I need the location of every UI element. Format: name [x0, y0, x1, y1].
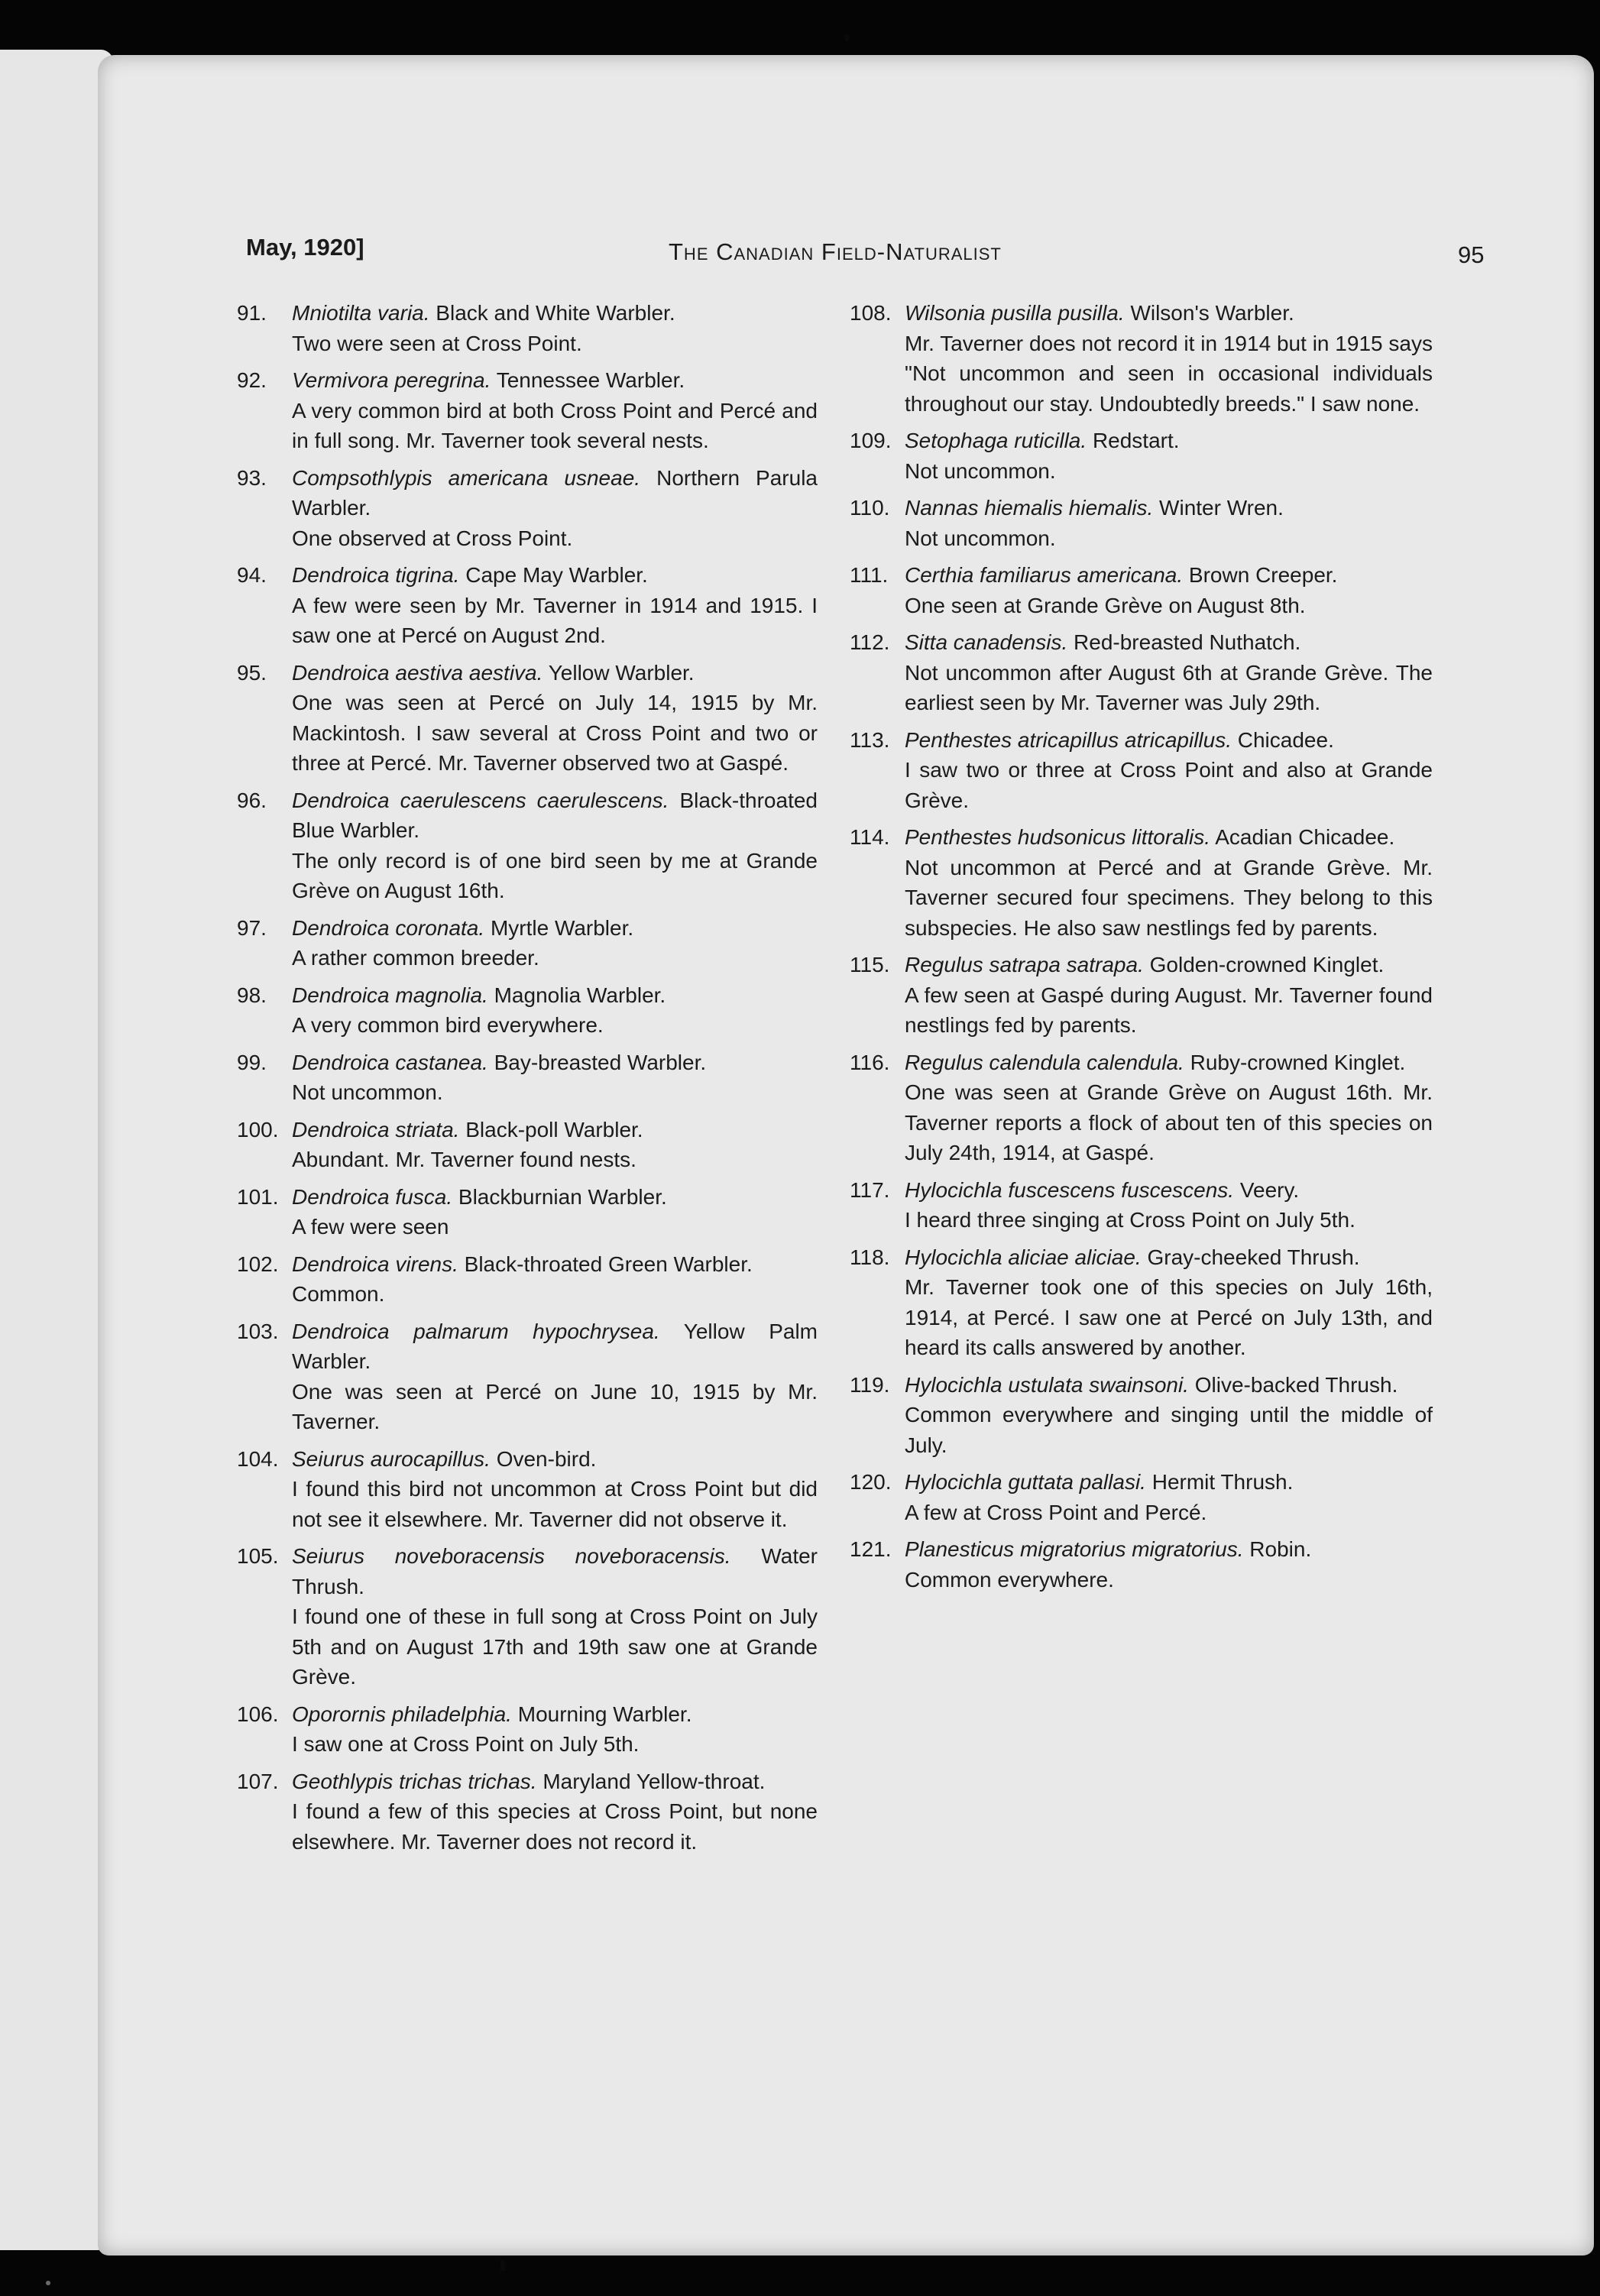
common-name: Golden-crowned Kinglet.	[1149, 953, 1385, 976]
entry-heading	[905, 298, 1433, 329]
entry-note: One was seen at Percé on July 14, 1915 by Mr. Mackintosh. I saw several at Cross Point and two or three at Percé. Mr. Taverner observed two at Gaspé.	[292, 691, 818, 775]
entry-heading	[905, 725, 1433, 756]
entry-number: 97.	[237, 915, 267, 940]
common-name: Northern Parula Warbler.	[292, 465, 818, 520]
scientific-name: Setophaga ruticilla.	[905, 429, 1087, 452]
entry-note: A rather common breeder.	[292, 946, 539, 970]
entry-heading	[292, 1182, 818, 1213]
entry-heading	[292, 560, 818, 591]
scientific-name: Hylocichla ustulata swainsoni.	[905, 1372, 1189, 1397]
entry-note: Abundant. Mr. Taverner found nests.	[292, 1148, 636, 1171]
entry-heading	[905, 950, 1433, 980]
entry-note: I found a few of this species at Cross Point, but none elsewhere. Mr. Taverner does not record it.	[292, 1799, 818, 1854]
scientific-name: Dendroica coronata.	[292, 915, 485, 940]
common-name: Redstart.	[1092, 429, 1180, 452]
species-entry	[850, 725, 1433, 816]
common-name: Tennessee Warbler.	[496, 368, 685, 392]
species-entry	[237, 1699, 818, 1760]
species-entry	[237, 1316, 818, 1437]
entry-note: Not uncommon after August 6th at Grande Grève. The earliest seen by Mr. Taverner was July 29th.	[905, 660, 1433, 714]
entry-number: 107.	[237, 1769, 279, 1793]
common-name: Acadian Chicadee.	[1215, 825, 1395, 849]
species-entry	[850, 1175, 1433, 1235]
scan-speck	[500, 2260, 505, 2271]
entry-number: 106.	[237, 1702, 279, 1726]
entry-heading	[905, 1467, 1433, 1498]
scientific-name: Dendroica magnolia.	[292, 983, 488, 1007]
common-name: Hermit Thrush.	[1151, 1470, 1294, 1494]
entry-heading	[292, 1316, 818, 1377]
species-entry	[237, 1182, 818, 1242]
scan-speck	[844, 34, 850, 41]
common-name: Black-throated Green Warbler.	[464, 1252, 753, 1276]
species-entry	[237, 365, 818, 456]
entry-number: 108.	[850, 301, 892, 325]
common-name: Blackburnian Warbler.	[458, 1184, 667, 1209]
scientific-name: Nannas hiemalis hiemalis.	[905, 496, 1154, 520]
species-entry	[850, 426, 1433, 486]
entry-number: 91.	[237, 301, 267, 325]
entry-note: Not uncommon.	[905, 458, 1056, 483]
species-entry	[237, 785, 818, 906]
scientific-name: Sitta canadensis.	[905, 630, 1068, 654]
species-entry	[850, 822, 1433, 943]
common-name: Magnolia Warbler.	[494, 983, 666, 1007]
entry-note: I found one of these in full song at Cross Point on July 5th and on August 17th and 19th saw one at Grande Grève.	[292, 1605, 818, 1689]
entry-number: 112.	[850, 630, 890, 654]
entry-number: 96.	[237, 788, 267, 812]
entry-note: A few at Cross Point and Percé.	[905, 1500, 1207, 1524]
common-name: Bay-breasted Warbler.	[494, 1050, 707, 1074]
entry-number: 109.	[850, 429, 892, 452]
scientific-name: Dendroica palmarum hypochrysea.	[292, 1319, 660, 1343]
entry-heading	[292, 980, 818, 1011]
journal-title: The Canadian Field-Naturalist	[669, 238, 1002, 265]
species-entry	[237, 1444, 818, 1535]
scientific-name: Dendroica castanea.	[292, 1050, 488, 1074]
scientific-name: Hylocichla fuscescens fuscescens.	[905, 1177, 1235, 1202]
entry-number: 102.	[237, 1252, 279, 1276]
entry-heading	[905, 627, 1433, 658]
common-name: Wilson's Warbler.	[1130, 301, 1294, 325]
common-name: Winter Wren.	[1159, 496, 1284, 520]
entry-note: I heard three singing at Cross Point on July 5th.	[905, 1208, 1355, 1232]
scientific-name: Penthestes atricapillus atricapillus.	[905, 727, 1232, 752]
scientific-name: Dendroica aestiva aestiva.	[292, 660, 543, 685]
entry-heading	[905, 1175, 1433, 1206]
entry-number: 93.	[237, 465, 267, 490]
entry-note: One was seen at Percé on June 10, 1915 by Mr. Taverner.	[292, 1379, 818, 1433]
species-entry	[850, 1534, 1433, 1595]
species-entry	[850, 1467, 1433, 1527]
species-entry	[237, 1541, 818, 1692]
scientific-name: Oporornis philadelphia.	[292, 1702, 512, 1726]
scientific-name: Regulus calendula calendula.	[905, 1050, 1184, 1074]
scientific-name: Dendroica striata.	[292, 1117, 460, 1142]
scientific-name: Hylocichla guttata pallasi.	[905, 1470, 1146, 1494]
entry-heading	[905, 1048, 1433, 1078]
entry-note: Common.	[292, 1282, 385, 1306]
entry-heading	[292, 1444, 818, 1475]
scientific-name: Dendroica virens.	[292, 1252, 458, 1276]
common-name: Chicadee.	[1237, 727, 1334, 752]
scientific-name: Dendroica caerulescens caerulescens.	[292, 788, 669, 812]
species-entry	[237, 1249, 818, 1310]
scientific-name: Wilsonia pusilla pusilla.	[905, 301, 1125, 325]
adjacent-page-edge	[0, 50, 113, 2250]
entry-note: One seen at Grande Grève on August 8th.	[905, 593, 1306, 617]
species-entry	[850, 1370, 1433, 1461]
species-entry	[850, 1242, 1433, 1363]
entry-number: 117.	[850, 1177, 890, 1202]
species-entry	[850, 627, 1433, 718]
entry-number: 99.	[237, 1050, 267, 1074]
entry-note: The only record is of one bird seen by me at Grande Grève on August 16th.	[292, 848, 818, 902]
entry-number: 92.	[237, 368, 267, 392]
common-name: Gray-cheeked Thrush.	[1147, 1245, 1360, 1269]
scientific-name: Penthestes hudsonicus littoralis.	[905, 825, 1210, 849]
entry-note: Not uncommon.	[905, 526, 1056, 550]
common-name: Oven-bird.	[496, 1446, 597, 1471]
species-entry	[850, 298, 1433, 419]
entry-note: I saw two or three at Cross Point and also at Grande Grève.	[905, 758, 1433, 812]
entry-heading	[292, 913, 818, 944]
common-name: Water Thrush.	[292, 1544, 818, 1598]
running-header	[145, 180, 1485, 268]
species-entry	[850, 1048, 1433, 1168]
issue-date: May, 1920]	[246, 234, 364, 261]
entry-note: A few were seen by Mr. Taverner in 1914 and 1915. I saw one at Percé on August 2nd.	[292, 593, 818, 647]
entry-number: 121.	[850, 1537, 892, 1561]
species-entry	[850, 950, 1433, 1041]
entry-note: Two were seen at Cross Point.	[292, 331, 582, 355]
entry-note: A few seen at Gaspé during August. Mr. Taverner found nestlings fed by parents.	[905, 983, 1433, 1037]
entry-heading	[292, 658, 818, 688]
common-name: Mourning Warbler.	[517, 1702, 692, 1726]
species-entry	[237, 980, 818, 1041]
scientific-name: Certhia familiarus americana.	[905, 563, 1184, 587]
entry-heading	[905, 493, 1433, 523]
entry-number: 113.	[850, 727, 890, 752]
entry-note: A few were seen	[292, 1215, 449, 1239]
scientific-name: Compsothlypis americana usneae.	[292, 465, 641, 490]
species-entry	[237, 298, 818, 358]
scientific-name: Vermivora peregrina.	[292, 368, 491, 392]
entry-number: 101.	[237, 1184, 279, 1209]
common-name: Olive-backed Thrush.	[1194, 1372, 1398, 1397]
entry-heading	[292, 1048, 818, 1078]
scientific-name: Geothlypis trichas trichas.	[292, 1769, 537, 1793]
entry-heading	[292, 1767, 818, 1797]
common-name: Yellow Palm Warbler.	[292, 1319, 818, 1373]
entry-heading	[292, 785, 818, 846]
scientific-name: Mniotilta varia.	[292, 301, 430, 325]
entry-note: Common everywhere and singing until the middle of July.	[905, 1403, 1433, 1457]
common-name: Robin.	[1249, 1537, 1312, 1561]
entry-number: 103.	[237, 1319, 279, 1343]
entry-note: Mr. Taverner does not record it in 1914 but in 1915 says "Not uncommon and seen in occasional individuals throughout our stay. Undoubtedly breeds." I saw none.	[905, 331, 1433, 416]
entry-note: I found this bird not uncommon at Cross Point but did not see it elsewhere. Mr. Taverner did not observe it.	[292, 1477, 818, 1531]
entry-heading	[905, 560, 1433, 591]
common-name: Black and White Warbler.	[436, 301, 675, 325]
entry-number: 120.	[850, 1470, 892, 1494]
common-name: Brown Creeper.	[1188, 563, 1338, 587]
species-entry	[237, 1767, 818, 1857]
entry-heading	[905, 1534, 1433, 1565]
right-column	[850, 298, 1433, 1601]
entry-heading	[292, 1699, 818, 1730]
entry-number: 100.	[237, 1117, 279, 1142]
entry-note: Common everywhere.	[905, 1567, 1114, 1592]
species-entry	[237, 913, 818, 973]
common-name: Cape May Warbler.	[465, 563, 648, 587]
entry-heading	[905, 1370, 1433, 1401]
scan-speck	[46, 2281, 50, 2285]
common-name: Yellow Warbler.	[548, 660, 695, 685]
entry-heading	[292, 1249, 818, 1280]
entry-note: Mr. Taverner took one of this species on July 16th, 1914, at Percé. I saw one at Percé on July 13th, and heard its calls answered by another.	[905, 1275, 1433, 1359]
page-number: 95	[1458, 241, 1485, 268]
entry-heading	[292, 1115, 818, 1145]
entry-number: 118.	[850, 1245, 890, 1269]
entry-note: I saw one at Cross Point on July 5th.	[292, 1732, 640, 1756]
entry-heading	[292, 298, 818, 329]
entry-number: 110.	[850, 496, 890, 520]
scientific-name: Seiurus aurocapillus.	[292, 1446, 491, 1471]
entry-number: 95.	[237, 660, 267, 685]
entry-note: One observed at Cross Point.	[292, 526, 573, 550]
entry-heading	[292, 463, 818, 523]
common-name: Black-poll Warbler.	[465, 1117, 643, 1142]
species-entry	[850, 560, 1433, 620]
scientific-name: Seiurus noveboracensis noveboracensis.	[292, 1544, 731, 1568]
entry-number: 116.	[850, 1050, 890, 1074]
common-name: Red-breasted Nuthatch.	[1074, 630, 1301, 654]
entry-note: A very common bird everywhere.	[292, 1013, 604, 1037]
scientific-name: Dendroica fusca.	[292, 1184, 453, 1209]
entry-heading	[292, 1541, 818, 1601]
entry-number: 105.	[237, 1544, 279, 1568]
species-entry	[237, 1115, 818, 1175]
scientific-name: Hylocichla aliciae aliciae.	[905, 1245, 1142, 1269]
common-name: Black-throated Blue Warbler.	[292, 788, 818, 842]
scientific-name: Dendroica tigrina.	[292, 563, 460, 587]
entry-number: 94.	[237, 563, 267, 587]
entry-heading	[292, 365, 818, 396]
species-entry	[237, 1048, 818, 1108]
entry-note: Not uncommon.	[292, 1080, 443, 1104]
entry-note: One was seen at Grande Grève on August 16th. Mr. Taverner reports a flock of about ten of this species on July 24th, 1914, at Gaspé.	[905, 1080, 1433, 1164]
species-entry	[237, 463, 818, 554]
common-name: Veery.	[1239, 1177, 1300, 1202]
entry-number: 115.	[850, 953, 890, 976]
scientific-name: Planesticus migratorius migratorius.	[905, 1537, 1244, 1561]
species-entry	[850, 493, 1433, 553]
entry-note: A very common bird at both Cross Point and Percé and in full song. Mr. Taverner took several nests.	[292, 398, 818, 452]
common-name: Ruby-crowned Kinglet.	[1190, 1050, 1406, 1074]
entry-heading	[905, 1242, 1433, 1273]
species-entry	[237, 658, 818, 779]
entry-heading	[905, 426, 1433, 456]
scientific-name: Regulus satrapa satrapa.	[905, 953, 1144, 976]
entry-heading	[905, 822, 1433, 853]
entry-number: 119.	[850, 1372, 890, 1397]
species-entry	[237, 560, 818, 651]
common-name: Maryland Yellow-throat.	[543, 1769, 766, 1793]
entry-note: Not uncommon at Percé and at Grande Grève. Mr. Taverner secured four specimens. They belong to this subspecies. He also saw nestlings fed by parents.	[905, 855, 1433, 940]
entry-number: 104.	[237, 1446, 279, 1471]
entry-number: 98.	[237, 983, 267, 1007]
entry-number: 111.	[850, 563, 889, 587]
left-column	[237, 298, 818, 1864]
common-name: Myrtle Warbler.	[490, 915, 634, 940]
entry-number: 114.	[850, 825, 890, 849]
